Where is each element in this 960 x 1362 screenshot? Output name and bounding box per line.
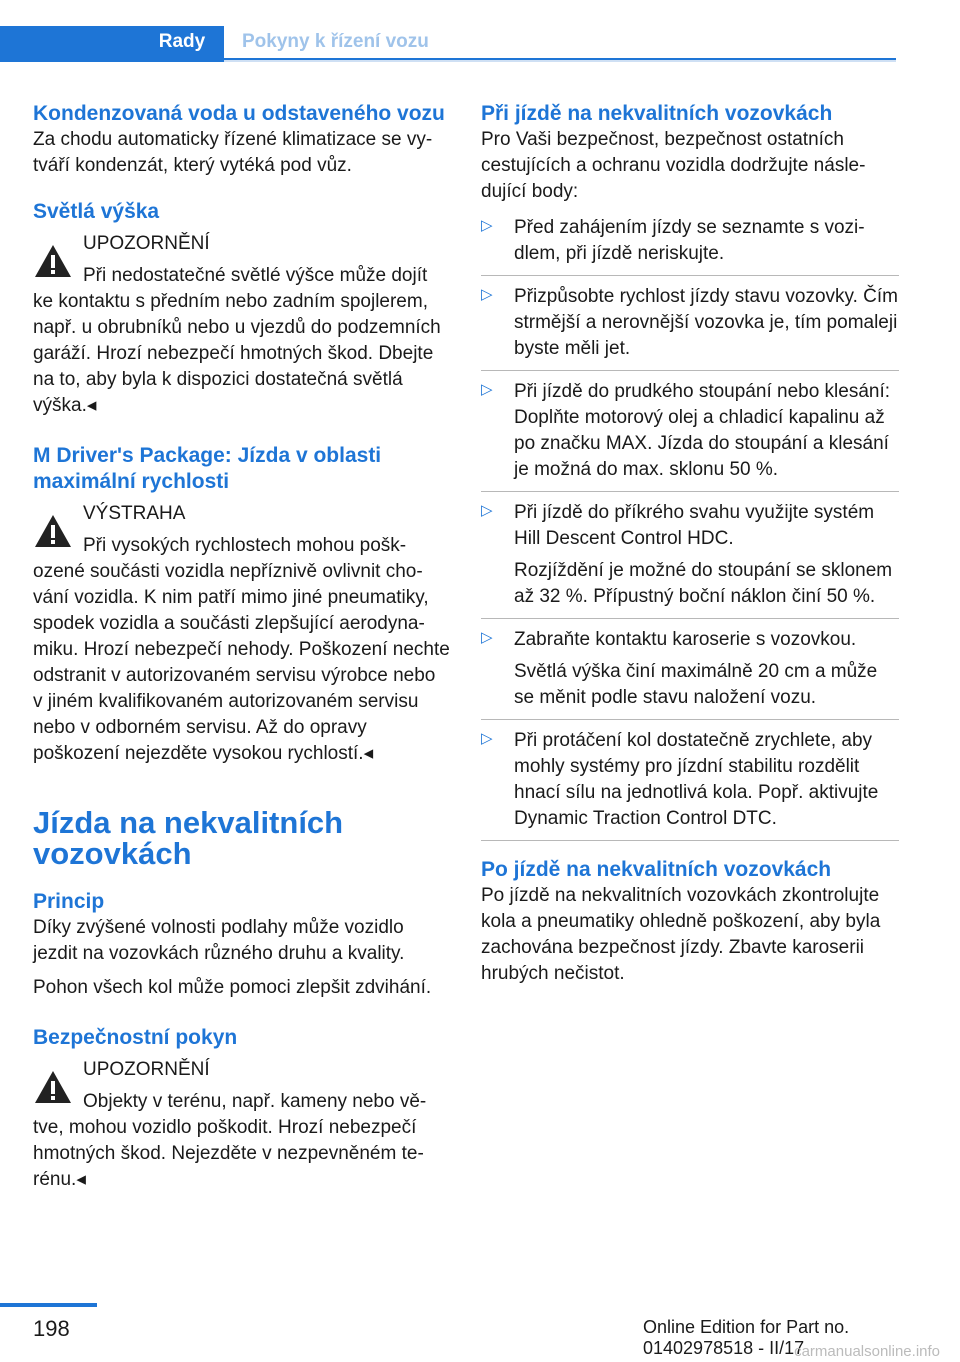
rules-list bbox=[481, 215, 899, 841]
bullet-marker-icon: ▷ bbox=[481, 730, 493, 747]
warning-text: Objekty v terénu, např. kameny nebo větve, mohou vozidlo poškodit. Hrozí nebezpečí hmotných škod. Nejezděte v nezpevněném terénu.◂ bbox=[33, 1091, 427, 1190]
condensate-text: Za chodu automaticky řízené klimatizace se vytváří kondenzát, který vytéká pod vůz. bbox=[33, 129, 433, 176]
list-item-text: Zabraňte kontaktu karoserie s vozovkou. bbox=[514, 629, 857, 650]
warning-text: Při nedostatečné světlé výšce může dojít ke kontaktu s předním nebo zadním spojlerem, např. u obrubníků nebo u vjezdů do podzemních garáží. Hrozí nebezpečí hmotných škod. Dbejte na to, aby byla k dispozici dostatečná světlá výška.◂ bbox=[33, 265, 441, 416]
warning-label: VÝSTRAHA bbox=[83, 503, 186, 524]
safety-heading: Bezpečnostní pokyn bbox=[33, 1026, 238, 1049]
clearance-warning bbox=[33, 231, 450, 419]
safety-warning bbox=[33, 1057, 450, 1193]
m-drivers-package-heading: M Driver's Package: Jízda v oblasti maximální rychlosti bbox=[33, 444, 382, 493]
watermark: carmanualsonline.info bbox=[794, 1343, 940, 1360]
left-column bbox=[33, 101, 450, 1193]
end-mark: ◂ bbox=[86, 395, 97, 416]
bullet-marker-icon: ▷ bbox=[481, 629, 493, 646]
m-drivers-package-warning bbox=[33, 501, 450, 767]
bullet-marker-icon: ▷ bbox=[481, 286, 493, 303]
page-number: 198 bbox=[33, 1316, 70, 1341]
during-rough-heading: Při jízdě na nekvalitních vozovkách bbox=[481, 102, 833, 125]
list-item bbox=[481, 215, 899, 276]
after-rough-text: Po jízdě na nekvalitních vozovkách zkontrolujte kola a pneumatiky ohledně poškození, aby byla zachována bezpečnost jízdy. Zbavte karoserii hrubých nečistot. bbox=[481, 885, 881, 984]
list-item-text: Při jízdě do příkrého svahu využijte systém Hill Descent Control HDC. bbox=[514, 502, 875, 549]
bullet-marker-icon: ▷ bbox=[481, 502, 493, 519]
page-header bbox=[0, 0, 960, 62]
warning-triangle-icon bbox=[33, 1069, 73, 1105]
list-item bbox=[481, 500, 899, 619]
after-rough-heading: Po jízdě na nekvalitních vozovkách bbox=[481, 858, 832, 881]
warning-label: UPOZORNĚNÍ bbox=[83, 233, 210, 254]
right-column bbox=[481, 101, 899, 987]
bullet-marker-icon: ▷ bbox=[481, 381, 493, 398]
edition-note: Online Edition for Part no. 01402978518 - II/17 bbox=[643, 1317, 850, 1358]
rough-roads-heading: Jízda na nekvalitních vozovkách bbox=[33, 805, 344, 871]
principle-text-1: Díky zvýšené volnosti podlahy může vozidlo jezdit na vozovkách různého druhu a kvality. bbox=[33, 917, 405, 964]
condensate-heading: Kondenzovaná voda u odstaveného vozu bbox=[33, 102, 445, 125]
footer-rule bbox=[0, 1303, 97, 1307]
principle-heading: Princip bbox=[33, 890, 105, 913]
list-item bbox=[481, 284, 899, 371]
principle-text-2: Pohon všech kol může pomoci zlepšit zdvihání. bbox=[33, 977, 432, 998]
list-item-note: Rozjíždění je možné do stoupání se sklonem až 32 %. Přípustný boční náklon činí 50 %. bbox=[514, 560, 893, 607]
clearance-heading: Světlá výška bbox=[33, 200, 160, 223]
header-chapter: Pokyny k řízení vozu bbox=[242, 31, 429, 52]
bullet-marker-icon: ▷ bbox=[481, 217, 493, 234]
list-item-text: Při jízdě do prudkého stoupání nebo klesání: Doplňte motorový olej a chladicí kapalinu až po značku MAX. Jízda do stoupání a klesání je možná do max. sklonu 50 %. bbox=[514, 381, 891, 480]
list-item bbox=[481, 728, 899, 841]
list-item-text: Přizpůsobte rychlost jízdy stavu vozovky. Čím strmější a nerovnější vozovka je, tím pomaleji byste měli jet. bbox=[514, 286, 898, 359]
end-mark: ◂ bbox=[363, 743, 374, 764]
header-section: Rady bbox=[140, 26, 224, 58]
during-rough-intro: Pro Vaši bezpečnost, bezpečnost ostatních cestujících a ochranu vozidla dodržujte následující body: bbox=[481, 129, 866, 202]
header-rule-light bbox=[224, 60, 896, 62]
list-item-text: Před zahájením jízdy se seznamte s vozidlem, při jízdě neriskujte. bbox=[514, 217, 865, 264]
list-item-note: Světlá výška činí maximálně 20 cm a může se měnit podle stavu naložení vozu. bbox=[514, 661, 878, 708]
warning-label: UPOZORNĚNÍ bbox=[83, 1059, 210, 1080]
list-item-text: Při protáčení kol dostatečně zrychlete, aby mohly systémy pro jízdní stabilitu rozdělit hnací sílu na jednotlivá kola. Popř. aktivujte Dynamic Traction Control DTC. bbox=[514, 730, 879, 829]
header-tab-block bbox=[0, 26, 140, 58]
list-item bbox=[481, 627, 899, 720]
end-mark: ◂ bbox=[76, 1169, 86, 1190]
warning-triangle-icon bbox=[33, 513, 73, 549]
warning-text: Při vysokých rychlostech mohou poškozené součásti vozidla nepříznivě ovlivnit chování vozidla. K nim patří mimo jiné pneumatiky, spodek vozidla a součásti zlepšující aerodynamiku. Hrozí nebezpečí nehody. Poškození nechte odstranit v autorizovaném servisu výrobce nebo v jiném kvalifikovaném autorizovaném servisu nebo v odborném servisu. Až do opravy poškození nejezděte vysokou rychlostí.◂ bbox=[33, 535, 450, 764]
warning-triangle-icon bbox=[33, 243, 73, 279]
list-item bbox=[481, 379, 899, 492]
